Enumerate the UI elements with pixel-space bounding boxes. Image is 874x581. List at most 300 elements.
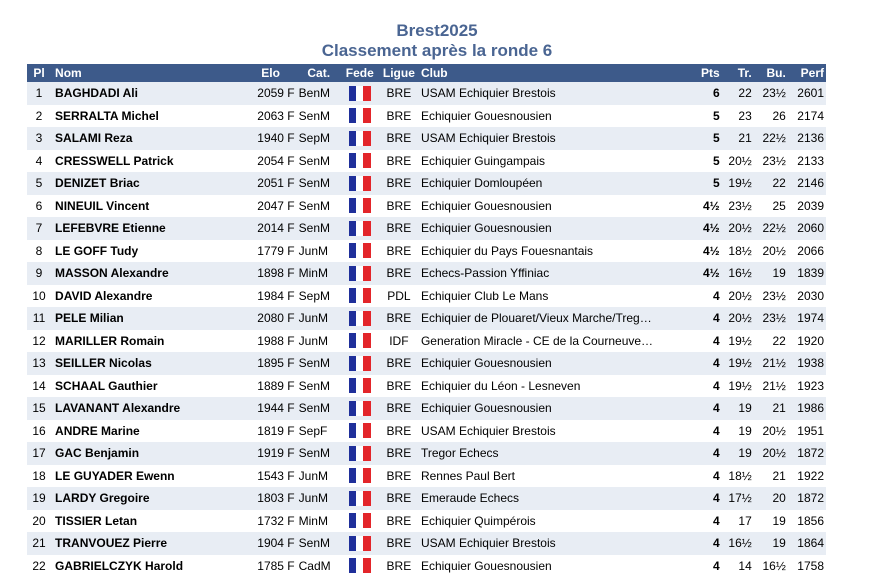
table-row (27, 240, 826, 263)
standings-subtitle: Classement après la ronde 6 (321, 41, 553, 60)
player-name: SALAMI Reza (51, 127, 244, 150)
federation-cell (341, 375, 379, 398)
col-header-place: Pl (27, 64, 51, 82)
category-cell: BenM (297, 82, 341, 105)
points-cell: 4 (696, 375, 722, 398)
league-cell: BRE (379, 127, 419, 150)
club-cell: Echiquier Club Le Mans (419, 285, 696, 308)
federation-cell (341, 150, 379, 173)
france-flag-icon (349, 558, 371, 573)
points-cell: 4 (696, 555, 722, 578)
league-cell: BRE (379, 465, 419, 488)
tiebreak-cell: 19 (722, 420, 754, 443)
league-cell: BRE (379, 555, 419, 578)
club-cell: Echiquier du Pays Fouesnantais (419, 240, 696, 263)
buchholz-cell: 23½ (754, 285, 788, 308)
federation-cell (341, 487, 379, 510)
col-header-tiebreak: Tr. (722, 64, 754, 82)
category-cell: JunM (297, 465, 341, 488)
league-cell: BRE (379, 510, 419, 533)
elo-cell: 1988 F (245, 330, 297, 353)
elo-cell: 1940 F (245, 127, 297, 150)
table-row (27, 555, 826, 578)
player-name: TISSIER Letan (51, 510, 244, 533)
france-flag-icon (349, 288, 371, 303)
league-cell: BRE (379, 532, 419, 555)
points-cell: 4 (696, 285, 722, 308)
table-row (27, 442, 826, 465)
table-row (27, 487, 826, 510)
points-cell: 4 (696, 465, 722, 488)
elo-cell: 1785 F (245, 555, 297, 578)
performance-cell: 2039 (788, 195, 826, 218)
points-cell: 4 (696, 307, 722, 330)
table-row (27, 510, 826, 533)
performance-cell: 2030 (788, 285, 826, 308)
performance-cell: 1872 (788, 442, 826, 465)
table-row (27, 307, 826, 330)
category-cell: SenM (297, 195, 341, 218)
france-flag-icon (349, 401, 371, 416)
performance-cell: 1986 (788, 397, 826, 420)
col-header-points: Pts (696, 64, 722, 82)
league-cell: BRE (379, 217, 419, 240)
buchholz-cell: 20½ (754, 420, 788, 443)
col-header-federation: Fede (341, 64, 379, 82)
place-cell: 17 (27, 442, 51, 465)
col-header-club: Club (419, 64, 696, 82)
points-cell: 5 (696, 150, 722, 173)
buchholz-cell: 25 (754, 195, 788, 218)
performance-cell: 1923 (788, 375, 826, 398)
category-cell: MinM (297, 262, 341, 285)
place-cell: 21 (27, 532, 51, 555)
table-row (27, 330, 826, 353)
tiebreak-cell: 20½ (722, 150, 754, 173)
table-row (27, 217, 826, 240)
table-row (27, 172, 826, 195)
federation-cell (341, 82, 379, 105)
league-cell: BRE (379, 195, 419, 218)
buchholz-cell: 22½ (754, 127, 788, 150)
tiebreak-cell: 23 (722, 105, 754, 128)
place-cell: 3 (27, 127, 51, 150)
buchholz-cell: 20 (754, 487, 788, 510)
elo-cell: 2054 F (245, 150, 297, 173)
place-cell: 13 (27, 352, 51, 375)
france-flag-icon (349, 378, 371, 393)
league-cell: BRE (379, 487, 419, 510)
tiebreak-cell: 20½ (722, 217, 754, 240)
place-cell: 12 (27, 330, 51, 353)
buchholz-cell: 19 (754, 262, 788, 285)
points-cell: 4 (696, 420, 722, 443)
points-cell: 5 (696, 127, 722, 150)
points-cell: 4 (696, 442, 722, 465)
player-name: GABRIELCZYK Harold (51, 555, 244, 578)
performance-cell: 1839 (788, 262, 826, 285)
performance-cell: 2174 (788, 105, 826, 128)
place-cell: 15 (27, 397, 51, 420)
buchholz-cell: 16½ (754, 555, 788, 578)
elo-cell: 1543 F (245, 465, 297, 488)
france-flag-icon (349, 311, 371, 326)
league-cell: BRE (379, 307, 419, 330)
tiebreak-cell: 20½ (722, 307, 754, 330)
federation-cell (341, 420, 379, 443)
performance-cell: 1872 (788, 487, 826, 510)
tiebreak-cell: 16½ (722, 532, 754, 555)
player-name: SCHAAL Gauthier (51, 375, 244, 398)
federation-cell (341, 307, 379, 330)
club-cell: Emeraude Echecs (419, 487, 696, 510)
elo-cell: 1898 F (245, 262, 297, 285)
tiebreak-cell: 17½ (722, 487, 754, 510)
federation-cell (341, 217, 379, 240)
category-cell: SenM (297, 352, 341, 375)
club-cell: Echiquier Gouesnousien (419, 195, 696, 218)
category-cell: SenM (297, 105, 341, 128)
tiebreak-cell: 18½ (722, 465, 754, 488)
club-cell: Echiquier Gouesnousien (419, 555, 696, 578)
federation-cell (341, 397, 379, 420)
points-cell: 4 (696, 352, 722, 375)
buchholz-cell: 21½ (754, 375, 788, 398)
table-row (27, 105, 826, 128)
performance-cell: 1974 (788, 307, 826, 330)
performance-cell: 2060 (788, 217, 826, 240)
player-name: DAVID Alexandre (51, 285, 244, 308)
place-cell: 8 (27, 240, 51, 263)
player-name: LEFEBVRE Etienne (51, 217, 244, 240)
federation-cell (341, 555, 379, 578)
league-cell: BRE (379, 82, 419, 105)
place-cell: 20 (27, 510, 51, 533)
club-cell: USAM Echiquier Brestois (419, 532, 696, 555)
league-cell: BRE (379, 105, 419, 128)
federation-cell (341, 532, 379, 555)
club-cell: Echiquier Gouesnousien (419, 352, 696, 375)
league-cell: IDF (379, 330, 419, 353)
player-name: MARILLER Romain (51, 330, 244, 353)
place-cell: 11 (27, 307, 51, 330)
category-cell: SenM (297, 217, 341, 240)
place-cell: 5 (27, 172, 51, 195)
france-flag-icon (349, 243, 371, 258)
col-header-category: Cat. (297, 64, 341, 82)
club-cell: USAM Echiquier Brestois (419, 420, 696, 443)
player-name: CRESSWELL Patrick (51, 150, 244, 173)
league-cell: BRE (379, 150, 419, 173)
buchholz-cell: 21 (754, 397, 788, 420)
performance-cell: 2146 (788, 172, 826, 195)
france-flag-icon (349, 153, 371, 168)
france-flag-icon (349, 198, 371, 213)
performance-cell: 1864 (788, 532, 826, 555)
club-cell: Generation Miracle - CE de la Courneuve… (419, 330, 696, 353)
category-cell: JunM (297, 487, 341, 510)
page-header (0, 0, 874, 61)
federation-cell (341, 127, 379, 150)
federation-cell (341, 465, 379, 488)
france-flag-icon (349, 356, 371, 371)
tiebreak-cell: 19½ (722, 330, 754, 353)
performance-cell: 1951 (788, 420, 826, 443)
place-cell: 14 (27, 375, 51, 398)
federation-cell (341, 352, 379, 375)
buchholz-cell: 20½ (754, 442, 788, 465)
france-flag-icon (349, 423, 371, 438)
category-cell: SepM (297, 127, 341, 150)
standings-header (27, 64, 826, 82)
player-name: LE GUYADER Ewenn (51, 465, 244, 488)
place-cell: 1 (27, 82, 51, 105)
club-cell: Echiquier Guingampais (419, 150, 696, 173)
points-cell: 4½ (696, 217, 722, 240)
elo-cell: 1904 F (245, 532, 297, 555)
league-cell: BRE (379, 442, 419, 465)
club-cell: Rennes Paul Bert (419, 465, 696, 488)
federation-cell (341, 510, 379, 533)
elo-cell: 1803 F (245, 487, 297, 510)
club-cell: Echecs-Passion Yffiniac (419, 262, 696, 285)
club-cell: Echiquier Gouesnousien (419, 105, 696, 128)
place-cell: 6 (27, 195, 51, 218)
col-header-buchholz: Bu. (754, 64, 788, 82)
category-cell: SenM (297, 375, 341, 398)
col-header-performance: Perf (788, 64, 826, 82)
france-flag-icon (349, 491, 371, 506)
club-cell: Tregor Echecs (419, 442, 696, 465)
points-cell: 4½ (696, 262, 722, 285)
france-flag-icon (349, 266, 371, 281)
category-cell: JunM (297, 240, 341, 263)
performance-cell: 2066 (788, 240, 826, 263)
player-name: GAC Benjamin (51, 442, 244, 465)
federation-cell (341, 172, 379, 195)
col-header-name: Nom (51, 64, 244, 82)
table-row (27, 352, 826, 375)
buchholz-cell: 21 (754, 465, 788, 488)
france-flag-icon (349, 333, 371, 348)
category-cell: SenM (297, 442, 341, 465)
tiebreak-cell: 19 (722, 397, 754, 420)
buchholz-cell: 22 (754, 330, 788, 353)
france-flag-icon (349, 513, 371, 528)
place-cell: 22 (27, 555, 51, 578)
points-cell: 6 (696, 82, 722, 105)
table-row (27, 397, 826, 420)
player-name: MASSON Alexandre (51, 262, 244, 285)
table-row (27, 285, 826, 308)
buchholz-cell: 22 (754, 172, 788, 195)
player-name: SERRALTA Michel (51, 105, 244, 128)
tiebreak-cell: 19½ (722, 172, 754, 195)
performance-cell: 1938 (788, 352, 826, 375)
place-cell: 4 (27, 150, 51, 173)
table-row (27, 82, 826, 105)
table-row (27, 262, 826, 285)
player-name: LAVANANT Alexandre (51, 397, 244, 420)
buchholz-cell: 21½ (754, 352, 788, 375)
tiebreak-cell: 19 (722, 442, 754, 465)
category-cell: SenM (297, 172, 341, 195)
performance-cell: 2133 (788, 150, 826, 173)
federation-cell (341, 240, 379, 263)
points-cell: 4 (696, 487, 722, 510)
points-cell: 4 (696, 330, 722, 353)
elo-cell: 2063 F (245, 105, 297, 128)
league-cell: BRE (379, 420, 419, 443)
elo-cell: 1732 F (245, 510, 297, 533)
france-flag-icon (349, 86, 371, 101)
club-cell: USAM Echiquier Brestois (419, 82, 696, 105)
category-cell: MinM (297, 510, 341, 533)
buchholz-cell: 19 (754, 532, 788, 555)
tiebreak-cell: 19½ (722, 352, 754, 375)
col-header-league: Ligue (379, 64, 419, 82)
buchholz-cell: 26 (754, 105, 788, 128)
france-flag-icon (349, 176, 371, 191)
league-cell: BRE (379, 262, 419, 285)
club-cell: USAM Echiquier Brestois (419, 127, 696, 150)
league-cell: BRE (379, 397, 419, 420)
elo-cell: 1895 F (245, 352, 297, 375)
elo-cell: 1919 F (245, 442, 297, 465)
tournament-title: Brest2025 (396, 21, 478, 40)
france-flag-icon (349, 446, 371, 461)
tiebreak-cell: 17 (722, 510, 754, 533)
elo-cell: 2059 F (245, 82, 297, 105)
buchholz-cell: 23½ (754, 150, 788, 173)
league-cell: BRE (379, 375, 419, 398)
buchholz-cell: 19 (754, 510, 788, 533)
elo-cell: 2080 F (245, 307, 297, 330)
standings-table (27, 64, 826, 577)
tiebreak-cell: 14 (722, 555, 754, 578)
player-name: LE GOFF Tudy (51, 240, 244, 263)
table-row (27, 150, 826, 173)
elo-cell: 1779 F (245, 240, 297, 263)
club-cell: Echiquier Domloupéen (419, 172, 696, 195)
category-cell: JunM (297, 330, 341, 353)
category-cell: CadM (297, 555, 341, 578)
buchholz-cell: 22½ (754, 217, 788, 240)
place-cell: 16 (27, 420, 51, 443)
table-row (27, 532, 826, 555)
league-cell: BRE (379, 352, 419, 375)
federation-cell (341, 442, 379, 465)
tiebreak-cell: 18½ (722, 240, 754, 263)
club-cell: Echiquier Gouesnousien (419, 397, 696, 420)
place-cell: 18 (27, 465, 51, 488)
points-cell: 5 (696, 105, 722, 128)
table-row (27, 420, 826, 443)
league-cell: BRE (379, 172, 419, 195)
header-row (27, 64, 826, 82)
elo-cell: 1984 F (245, 285, 297, 308)
performance-cell: 2136 (788, 127, 826, 150)
club-cell: Echiquier Gouesnousien (419, 217, 696, 240)
performance-cell: 1856 (788, 510, 826, 533)
player-name: SEILLER Nicolas (51, 352, 244, 375)
france-flag-icon (349, 221, 371, 236)
elo-cell: 1889 F (245, 375, 297, 398)
player-name: BAGHDADI Ali (51, 82, 244, 105)
col-header-elo: Elo (245, 64, 297, 82)
federation-cell (341, 285, 379, 308)
elo-cell: 1944 F (245, 397, 297, 420)
points-cell: 4½ (696, 240, 722, 263)
player-name: LARDY Gregoire (51, 487, 244, 510)
category-cell: SenM (297, 532, 341, 555)
club-cell: Echiquier de Plouaret/Vieux Marche/Treg… (419, 307, 696, 330)
performance-cell: 1922 (788, 465, 826, 488)
tiebreak-cell: 21 (722, 127, 754, 150)
buchholz-cell: 23½ (754, 82, 788, 105)
federation-cell (341, 330, 379, 353)
player-name: TRANVOUEZ Pierre (51, 532, 244, 555)
tiebreak-cell: 23½ (722, 195, 754, 218)
tiebreak-cell: 22 (722, 82, 754, 105)
federation-cell (341, 262, 379, 285)
tiebreak-cell: 19½ (722, 375, 754, 398)
points-cell: 5 (696, 172, 722, 195)
elo-cell: 2051 F (245, 172, 297, 195)
category-cell: SepF (297, 420, 341, 443)
place-cell: 7 (27, 217, 51, 240)
france-flag-icon (349, 536, 371, 551)
category-cell: SepM (297, 285, 341, 308)
league-cell: BRE (379, 240, 419, 263)
elo-cell: 2047 F (245, 195, 297, 218)
france-flag-icon (349, 468, 371, 483)
player-name: ANDRE Marine (51, 420, 244, 443)
place-cell: 19 (27, 487, 51, 510)
tiebreak-cell: 20½ (722, 285, 754, 308)
club-cell: Echiquier du Léon - Lesneven (419, 375, 696, 398)
elo-cell: 2014 F (245, 217, 297, 240)
elo-cell: 1819 F (245, 420, 297, 443)
place-cell: 9 (27, 262, 51, 285)
table-row (27, 465, 826, 488)
player-name: DENIZET Briac (51, 172, 244, 195)
table-row (27, 195, 826, 218)
table-row (27, 375, 826, 398)
buchholz-cell: 20½ (754, 240, 788, 263)
france-flag-icon (349, 108, 371, 123)
player-name: NINEUIL Vincent (51, 195, 244, 218)
federation-cell (341, 195, 379, 218)
performance-cell: 1920 (788, 330, 826, 353)
buchholz-cell: 23½ (754, 307, 788, 330)
place-cell: 10 (27, 285, 51, 308)
league-cell: PDL (379, 285, 419, 308)
club-cell: Echiquier Quimpérois (419, 510, 696, 533)
points-cell: 4 (696, 397, 722, 420)
category-cell: SenM (297, 397, 341, 420)
points-cell: 4 (696, 510, 722, 533)
category-cell: SenM (297, 150, 341, 173)
france-flag-icon (349, 131, 371, 146)
tiebreak-cell: 16½ (722, 262, 754, 285)
federation-cell (341, 105, 379, 128)
performance-cell: 2601 (788, 82, 826, 105)
points-cell: 4 (696, 532, 722, 555)
player-name: PELE Milian (51, 307, 244, 330)
place-cell: 2 (27, 105, 51, 128)
points-cell: 4½ (696, 195, 722, 218)
